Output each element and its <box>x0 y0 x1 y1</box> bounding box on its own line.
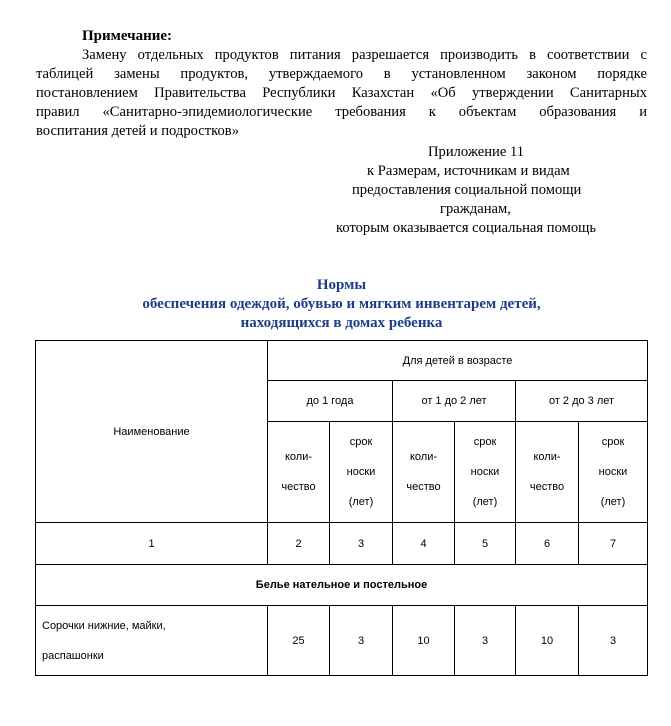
quantity-value: 10 <box>393 606 455 676</box>
quantity-header <box>268 422 330 523</box>
quantity-header-line: чество <box>529 481 565 493</box>
table-row <box>36 606 648 676</box>
quantity-header-line: коли- <box>409 451 438 463</box>
wear-term-header <box>455 422 516 523</box>
note-paragraph-line: Замену отдельных продуктов питания разрешается производить в соответствии с <box>82 47 647 63</box>
column-number: 1 <box>36 523 268 565</box>
item-name <box>36 606 268 676</box>
wear-term-header-line: (лет) <box>472 496 498 508</box>
quantity-value: 25 <box>268 606 330 676</box>
section-title: Белье нательное и постельное <box>36 565 648 606</box>
name-column-header: Наименование <box>36 341 268 523</box>
age-group-label: от 2 до 3 лет <box>516 381 648 422</box>
note-paragraph-line: постановлением Правительства Республики Казахстан «Об утверждении Санитарных <box>36 85 647 101</box>
wear-term-value: 3 <box>330 606 393 676</box>
note-title: Примечание: <box>82 28 173 44</box>
appendix-line: предоставления социальной помощи <box>352 182 582 198</box>
quantity-header <box>393 422 455 523</box>
column-number: 7 <box>579 523 648 565</box>
note-paragraph-line: воспитания детей и подростков» <box>36 123 239 139</box>
age-group-label: до 1 года <box>268 381 393 422</box>
age-group-header: Для детей в возрасте <box>268 341 648 381</box>
norms-table <box>35 340 648 676</box>
quantity-header-line: коли- <box>284 451 313 463</box>
wear-term-header-line: носки <box>346 466 376 478</box>
note-paragraph-line: правил «Санитарно-эпидемиологические требования к объектам образования и <box>36 104 647 120</box>
column-number: 4 <box>393 523 455 565</box>
column-number: 3 <box>330 523 393 565</box>
wear-term-header-line: (лет) <box>348 496 374 508</box>
wear-term-header-line: срок <box>349 436 373 448</box>
quantity-header-line: чество <box>406 481 441 493</box>
item-name-line: распашонки <box>42 649 104 662</box>
column-number: 2 <box>268 523 330 565</box>
appendix-line: к Размерам, источникам и видам <box>367 163 570 179</box>
quantity-header-line: коли- <box>533 451 561 463</box>
quantity-value: 10 <box>516 606 579 676</box>
wear-term-header-line: носки <box>470 466 500 478</box>
item-name-line: Сорочки нижние, майки, <box>42 619 166 632</box>
wear-term-header-line: носки <box>598 466 628 478</box>
norms-heading-title: Нормы <box>316 277 367 293</box>
note-paragraph-line: таблицей замены продуктов, утверждаемого в установленном законом порядке <box>36 66 647 82</box>
quantity-header <box>516 422 579 523</box>
wear-term-value: 3 <box>579 606 648 676</box>
appendix-line: гражданам, <box>440 201 511 217</box>
quantity-header-line: чество <box>281 481 316 493</box>
appendix-line: которым оказывается социальная помощь <box>336 220 597 236</box>
appendix-number: Приложение 11 <box>428 144 525 160</box>
column-number: 5 <box>455 523 516 565</box>
wear-term-header-line: срок <box>601 436 625 448</box>
age-group-label: от 1 до 2 лет <box>393 381 516 422</box>
wear-term-header-line: (лет) <box>600 496 626 508</box>
wear-term-header <box>579 422 648 523</box>
wear-term-value: 3 <box>455 606 516 676</box>
wear-term-header-line: срок <box>473 436 497 448</box>
norms-heading-subtitle: находящихся в домах ребенка <box>240 315 443 331</box>
column-number: 6 <box>516 523 579 565</box>
wear-term-header <box>330 422 393 523</box>
norms-heading-subtitle: обеспечения одеждой, обувью и мягким инвентарем детей, <box>142 296 541 312</box>
